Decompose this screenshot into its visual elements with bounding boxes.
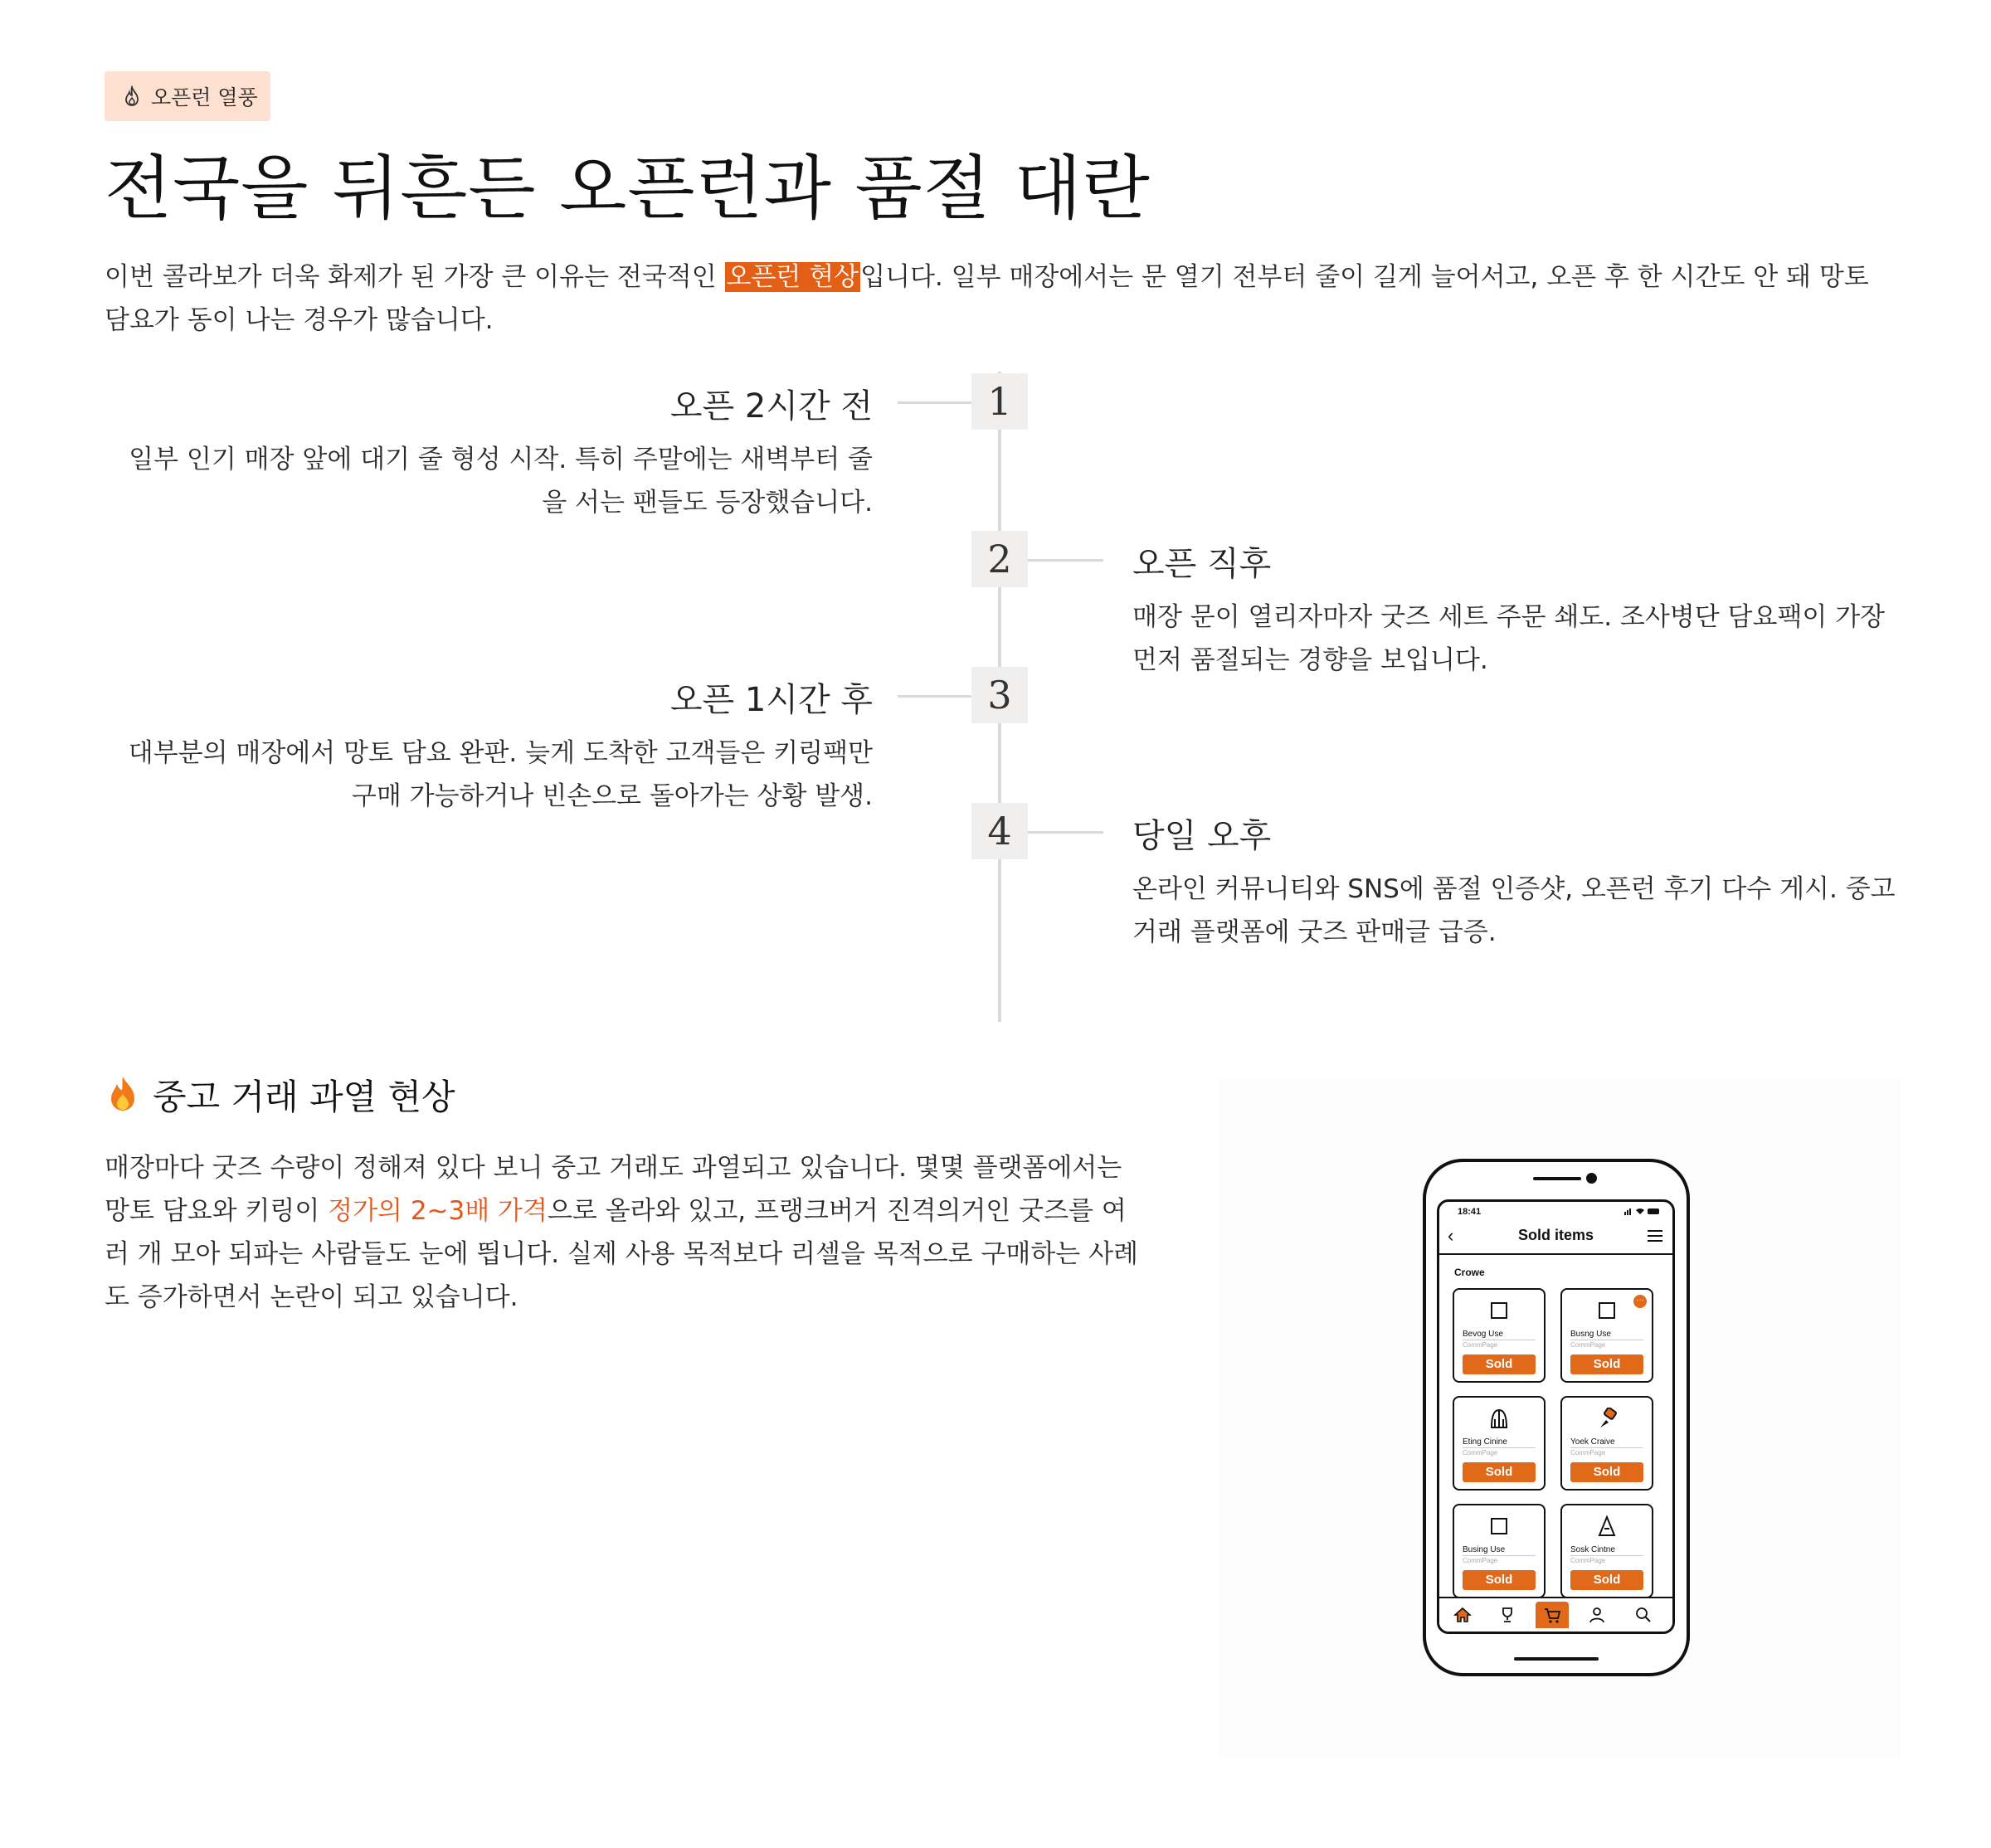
timeline-connector-2 — [1027, 559, 1103, 562]
sold-item-card[interactable] — [1453, 1288, 1546, 1383]
intro-highlight: 오픈런 현상 — [726, 262, 859, 292]
item-name: Eting Cinine — [1463, 1437, 1507, 1447]
search-icon — [1634, 1606, 1653, 1624]
timeline-desc-1: 일부 인기 매장 앞에 대기 줄 형성 시작. 특히 주말에는 새벽부터 줄을 서는 팬들도 등장했습니다. — [129, 445, 873, 518]
status-icons — [1624, 1207, 1661, 1215]
list-section-label: Crowe — [1454, 1267, 1485, 1278]
sold-button[interactable]: Sold — [1570, 1570, 1643, 1590]
resale-body-after: 으로 올라와 있고, 프랭크버거 진격의거인 굿즈를 여러 개 모아 되파는 사람들도 눈에 띕니다. 실제 사용 목적보다 리셀을 목적으로 구매하는 사례도 증가하면서 논란이 되고 있습니다. — [105, 1196, 1138, 1312]
cart-icon — [1543, 1606, 1561, 1624]
brush-icon — [1594, 1408, 1620, 1431]
item-name: Busing Use — [1463, 1545, 1506, 1554]
timeline-number-1: 1 — [971, 373, 1028, 430]
item-divider — [1570, 1447, 1643, 1448]
timeline-heading-2: 오픈 직후 — [1132, 545, 1272, 583]
item-name: Yoek Craive — [1570, 1437, 1615, 1447]
square-icon — [1486, 1515, 1512, 1539]
item-name: Bevog Use — [1463, 1330, 1503, 1339]
sold-button[interactable]: Sold — [1570, 1354, 1643, 1374]
tab-home[interactable] — [1446, 1602, 1479, 1628]
tab-cart[interactable] — [1536, 1602, 1569, 1628]
tab-search[interactable] — [1627, 1602, 1660, 1628]
sold-button[interactable]: Sold — [1463, 1570, 1536, 1590]
intro-paragraph — [105, 255, 1888, 342]
resale-body-before: 매장마다 굿즈 수량이 정해져 있다 보니 중고 거래도 과열되고 있습니다. 몇몇 플랫폼에서는 망토 담요와 키링이 — [105, 1153, 1122, 1226]
sold-button[interactable]: Sold — [1463, 1354, 1536, 1374]
item-divider — [1463, 1555, 1536, 1556]
intro-text-before: 이번 콜라보가 더욱 화제가 된 가장 큰 이유는 전국적인 — [105, 262, 725, 292]
item-divider — [1570, 1555, 1643, 1556]
item-sub: CommPage — [1570, 1341, 1606, 1349]
screen-title: Sold items — [1517, 1227, 1594, 1243]
trophy-icon — [1498, 1606, 1516, 1624]
sold-item-card[interactable] — [1560, 1288, 1653, 1383]
item-sub: CommPage — [1570, 1557, 1606, 1564]
bottom-tab-bar — [1439, 1597, 1672, 1632]
tab-profile[interactable] — [1580, 1602, 1614, 1628]
timeline-heading-1: 오픈 2시간 전 — [669, 387, 873, 426]
tab-trophy[interactable] — [1491, 1602, 1524, 1628]
section-badge — [105, 71, 270, 121]
timeline-connector-4 — [1027, 831, 1103, 834]
menu-icon[interactable] — [1648, 1230, 1662, 1242]
item-name: Busng Use — [1570, 1330, 1611, 1339]
timeline-connector-3 — [898, 695, 972, 698]
timeline-number-4: 4 — [971, 803, 1028, 859]
fire-emoji-icon — [105, 1074, 141, 1116]
sold-item-card[interactable] — [1560, 1504, 1653, 1598]
jacket-icon — [1486, 1408, 1512, 1431]
timeline-desc-4: 온라인 커뮤니티와 SNS에 품절 인증샷, 오픈런 후기 다수 게시. 중고 거래 플랫폼에 굿즈 판매글 급증. — [1132, 874, 1896, 947]
badge-label: 오픈런 열풍 — [151, 85, 258, 109]
header-divider — [1439, 1253, 1672, 1255]
resale-section-body — [105, 1146, 1150, 1319]
sold-item-card[interactable] — [1453, 1504, 1546, 1598]
cone-icon — [1594, 1515, 1620, 1539]
phone-screen — [1437, 1199, 1675, 1634]
phone-camera — [1586, 1173, 1597, 1184]
item-divider — [1463, 1447, 1536, 1448]
timeline-heading-3: 오픈 1시간 후 — [669, 681, 873, 719]
sold-button[interactable]: Sold — [1570, 1462, 1643, 1482]
item-sub: CommPage — [1463, 1341, 1498, 1349]
item-sub: CommPage — [1463, 1449, 1498, 1457]
sold-button[interactable]: Sold — [1463, 1462, 1536, 1482]
resale-section-heading — [105, 1070, 455, 1120]
item-name: Sosk Cintne — [1570, 1545, 1615, 1554]
item-sub: CommPage — [1463, 1557, 1498, 1564]
square-icon — [1486, 1300, 1512, 1323]
more-badge[interactable]: ··· — [1633, 1295, 1647, 1308]
flame-outline-icon — [123, 85, 141, 107]
sold-item-card[interactable] — [1453, 1396, 1546, 1491]
item-sub: CommPage — [1570, 1449, 1606, 1457]
back-button[interactable]: ‹ — [1448, 1225, 1454, 1246]
page-title: 전국을 뒤흔든 오픈런과 품절 대란 — [105, 148, 1151, 229]
intro-text-after: 입니다. 일부 매장에서는 문 열기 전부터 줄이 길게 늘어서고, 오픈 후 한 시간도 안 돼 망토 담요가 동이 나는 경우가 많습니다. — [105, 262, 1869, 335]
timeline-number-2: 2 — [971, 531, 1028, 587]
resale-body-highlight: 정가의 2~3배 가격 — [328, 1196, 548, 1226]
resale-section-title: 중고 거래 과열 현상 — [153, 1077, 455, 1117]
timeline-connector-1 — [898, 401, 972, 404]
phone-home-indicator — [1514, 1657, 1599, 1661]
profile-icon — [1588, 1606, 1606, 1624]
timeline-desc-2: 매장 문이 열리자마자 굿즈 세트 주문 쇄도. 조사병단 담요팩이 가장 먼저 품절되는 경향을 보입니다. — [1132, 602, 1886, 675]
status-time: 18:41 — [1458, 1207, 1482, 1217]
timeline-heading-4: 당일 오후 — [1132, 817, 1272, 855]
square-icon — [1594, 1300, 1620, 1323]
sold-item-card[interactable] — [1560, 1396, 1653, 1491]
timeline-number-3: 3 — [971, 667, 1028, 723]
home-icon — [1453, 1606, 1472, 1624]
phone-speaker — [1533, 1177, 1581, 1180]
timeline-desc-3: 대부분의 매장에서 망토 담요 완판. 늦게 도착한 고객들은 키링팩만 구매 가능하거나 빈손으로 돌아가는 상황 발생. — [128, 738, 873, 811]
